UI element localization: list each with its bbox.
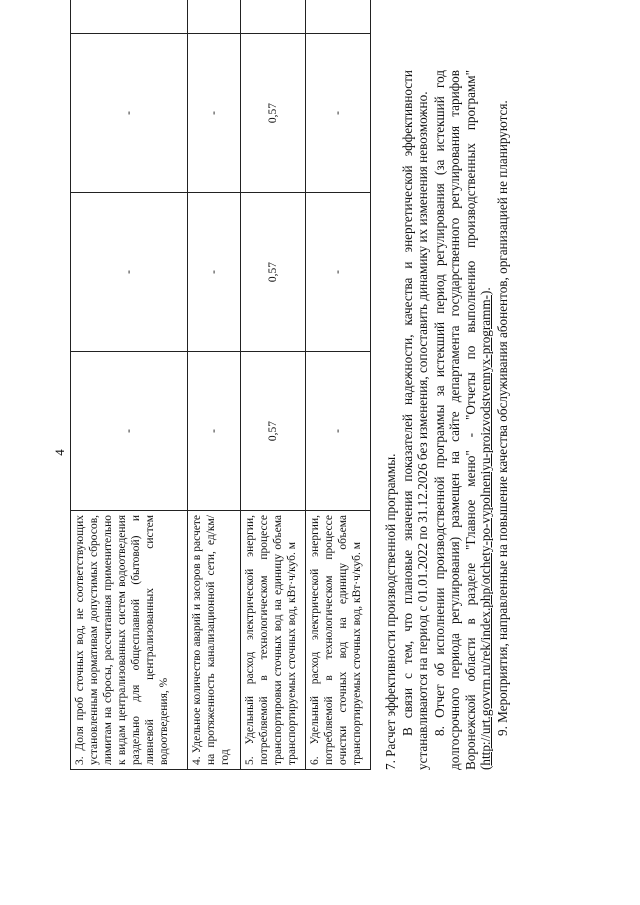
- table-row: [306, 0, 371, 770]
- section-9-text: 9. Мероприятия, направленные на повышение качества обслуживания абонентов, организацией не планируются.: [494, 100, 510, 736]
- section-8-end: ).: [478, 287, 493, 295]
- indicator-name: 5. Удельный расход электрической энергии, потребляемой в технологическом процессе транспортировки сточных вод на единицу объема транспортируемых сточных вод, кВт·ч/куб. м: [241, 511, 306, 770]
- page-number: 4: [52, 449, 67, 456]
- indicator-value: 0,57: [241, 352, 306, 511]
- indicator-name: 4. Удельное количество аварий и засоров в расчете на протяженность канализационной сети, ед/км/год: [188, 511, 241, 770]
- indicator-value: -: [188, 34, 241, 193]
- indicator-name: 3. Доля проб сточных вод, не соответствующих установленным нормативам допустимых сбросов, лимитам на сбросы, рассчитанная применительно к видам централизованных систем водоотведения раздельно для общесплавной (бытовой) и ливневой централизованных систем водоотведения, %: [71, 511, 188, 770]
- indicator-value: -: [71, 193, 188, 352]
- section-7-text: В связи с тем, что плановые значения показателей надежности, качества и энергетической эффективности устанавливаются на период с 01.01.2022 по 31.12.2026 без изменения, сопоставить динамику их изменения невозможно.: [399, 70, 430, 770]
- table-row: [71, 0, 188, 770]
- indicator-value: -: [71, 352, 188, 511]
- indicators-table: [70, 0, 371, 770]
- indicator-value: [188, 0, 241, 34]
- indicator-value: -: [306, 352, 371, 511]
- indicator-value: -: [306, 34, 371, 193]
- indicator-value: 0,57: [241, 193, 306, 352]
- indicator-value: [71, 0, 188, 34]
- indicator-value: [241, 0, 306, 34]
- report-link[interactable]: http://urt.govvrn.ru/rek/index.php/otchety-po-vypolneniyu-proizvodstvennyx-programm-: [478, 294, 493, 766]
- body-text: [383, 70, 511, 770]
- indicator-value: -: [71, 34, 188, 193]
- indicator-value: -: [306, 193, 371, 352]
- section-8-text: [432, 70, 494, 770]
- indicator-value: 0,57: [241, 34, 306, 193]
- table-row: [241, 0, 306, 770]
- table-row: [188, 0, 241, 770]
- section-7-title: 7. Расчет эффективности производственной программы.: [383, 453, 398, 770]
- section-8-body: 8. Отчет об исполнении производственной программы за истекший период регулирования (за истекший год долгосрочного периода регулирования) размещен на сайте департамента государственного регулирования тарифов Воронежской области в разделе "Главное меню" - "Отчеты по выполнению производственных программ" (: [431, 70, 493, 770]
- indicator-name: 6. Удельный расход электрической энергии, потребляемой в технологическом процессе очистки сточных вод на единицу объема транспортируемых сточных вод, кВт·ч/куб. м: [306, 511, 371, 770]
- indicator-value: -: [188, 352, 241, 511]
- indicator-value: [306, 0, 371, 34]
- indicator-value: -: [188, 193, 241, 352]
